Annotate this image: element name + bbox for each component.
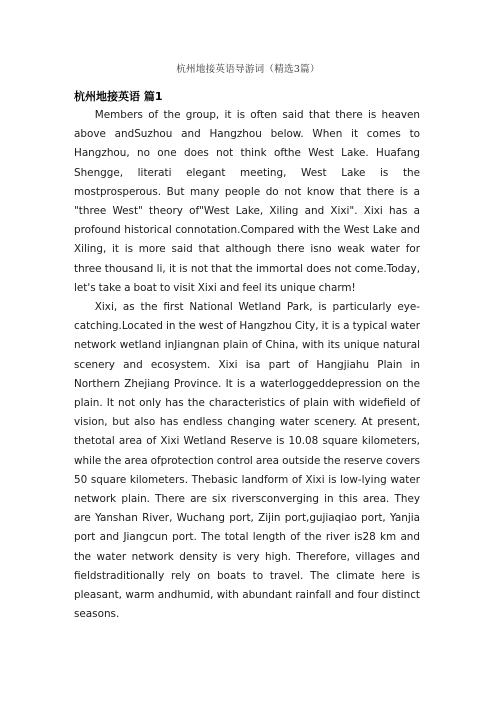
paragraph-xixi-description: Xixi, as the first National Wetland Park, is particularly eye-catching.Located in the west of Hangzhou City, it is a typical water network wetland inJiangnan plain of China, with its unique natural scenery and ecosystem. Xixi isa part of Hangjiahu Plain in Northern Zhejiang Province. It is a waterloggeddepression on the plain. It not only has the characteristics of plain with widefield of vision, but also has endless changing water scenery. At present, thetotal area of Xixi Wetland Reserve is 10.08 square kilometers, while the area ofprotection control area outside the reserve covers 50 square kilometers. Thebasic landform of Xixi is low-lying water network plain. There are six riversconverging in this area. They are Yanshan River, Wuchang port, Zijin port,gujiaqiao port, Yanjia port and Jiangcun port. The total length of the river is28 km and the water network density is very high. Therefore, villages and fieldstraditionally rely on boats to travel. The climate here is pleasant, warm andhumid, with abundant rainfall and four distinct seasons.: [74, 301, 420, 621]
body-text: [74, 106, 420, 624]
section-title: 杭州地接英语 篇1: [74, 90, 163, 103]
paragraph-intro: Members of the group, it is often said that there is heaven above andSuzhou and Hangzhou below. When it comes to Hangzhou, no one does not think ofthe West Lake. Huafang Shengge, literati elegant meeting, West Lake is the mostprosperous. But many people do not know that there is a "three West" theory of"West Lake, Xiling and Xixi". Xixi has a profound historical connotation.Compared with the West Lake and Xiling, it is more said that although there isno weak water for three thousand li, it is not that the immortal does not come.Today, let's take a boat to visit Xixi and feel its unique charm!: [74, 109, 420, 294]
running-header: 杭州地接英语导游词（精选3篇）: [176, 64, 320, 75]
